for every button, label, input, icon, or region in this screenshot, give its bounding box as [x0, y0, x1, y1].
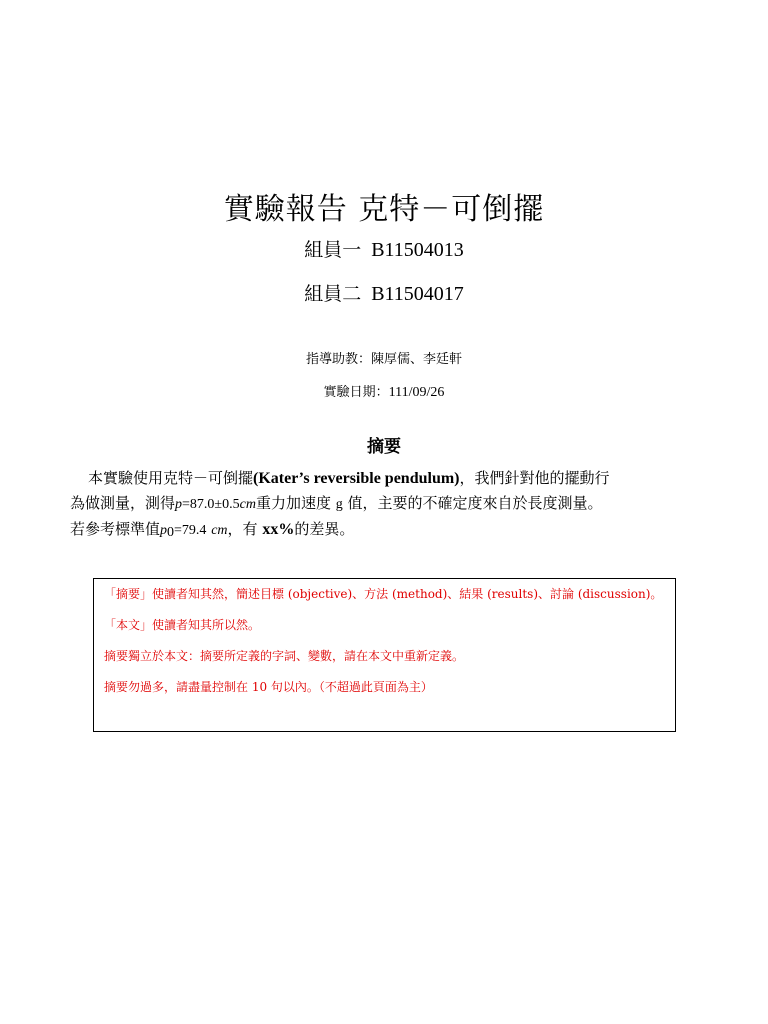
abstract-text: 為做測量，測得	[70, 494, 176, 512]
experiment-date-value: 111/09/26	[388, 385, 445, 400]
advisors-line: 指導助教：陳厚儒、李廷軒	[305, 352, 462, 367]
variable-p0: p	[160, 523, 168, 538]
abstract-text: 重力加速度	[255, 494, 331, 512]
unit-cm: cm	[239, 497, 256, 512]
reference-value: =79.4	[174, 523, 207, 538]
abstract-text: 若參考標準值	[70, 520, 161, 538]
unit-cm: cm	[211, 523, 228, 538]
member-line-1	[0, 238, 768, 262]
member-1-id: B11504013	[371, 239, 464, 261]
report-title: 實驗報告 克特－可倒擺	[223, 192, 545, 227]
member-2-id: B11504017	[371, 283, 464, 305]
member-2-label: 組員二	[304, 283, 362, 305]
abstract-line-3	[70, 517, 718, 545]
guideline-item-4: 摘要勿過多，請盡量控制在 10 句以內。（不超過此頁面為主）	[104, 680, 433, 694]
abstract-line-2	[70, 491, 718, 517]
variable-p: p	[175, 497, 183, 512]
guideline-item-2: 「本文」使讀者知其所以然。	[104, 618, 261, 632]
guideline-item-3: 摘要獨立於本文：摘要所定義的字詞、變數，請在本文中重新定義。	[104, 649, 465, 663]
abstract-text: 本實驗使用克特－可倒擺	[88, 469, 254, 487]
abstract-text: ，我們針對他的擺動行	[459, 469, 610, 487]
variable-g: g	[335, 497, 343, 512]
abstract-guidelines-box	[93, 578, 676, 732]
experiment-date-line	[0, 384, 768, 402]
difference-percent: xx%	[262, 521, 295, 538]
measured-value: =87.0±0.5	[182, 497, 240, 512]
subscript-zero: 0	[167, 525, 175, 540]
abstract-line-1	[70, 466, 718, 491]
abstract-text: 值，主要的不確定度來自於長度測量。	[347, 494, 603, 512]
guideline-item-1: 「摘要」使讀者知其然，簡述目標 (objective)、方法 (method)、結果 (results)、討論 (discussion)。	[104, 587, 663, 601]
member-line-2	[0, 282, 768, 306]
abstract-heading: 摘要	[367, 437, 401, 457]
pendulum-english-name: (Kater’s reversible pendulum)	[253, 470, 460, 487]
abstract-text: 的差異。	[294, 520, 355, 538]
member-1-label: 組員一	[304, 239, 362, 261]
abstract-paragraph	[70, 466, 718, 545]
experiment-date-label: 實驗日期：	[323, 385, 389, 400]
abstract-text: ，有	[227, 520, 258, 538]
